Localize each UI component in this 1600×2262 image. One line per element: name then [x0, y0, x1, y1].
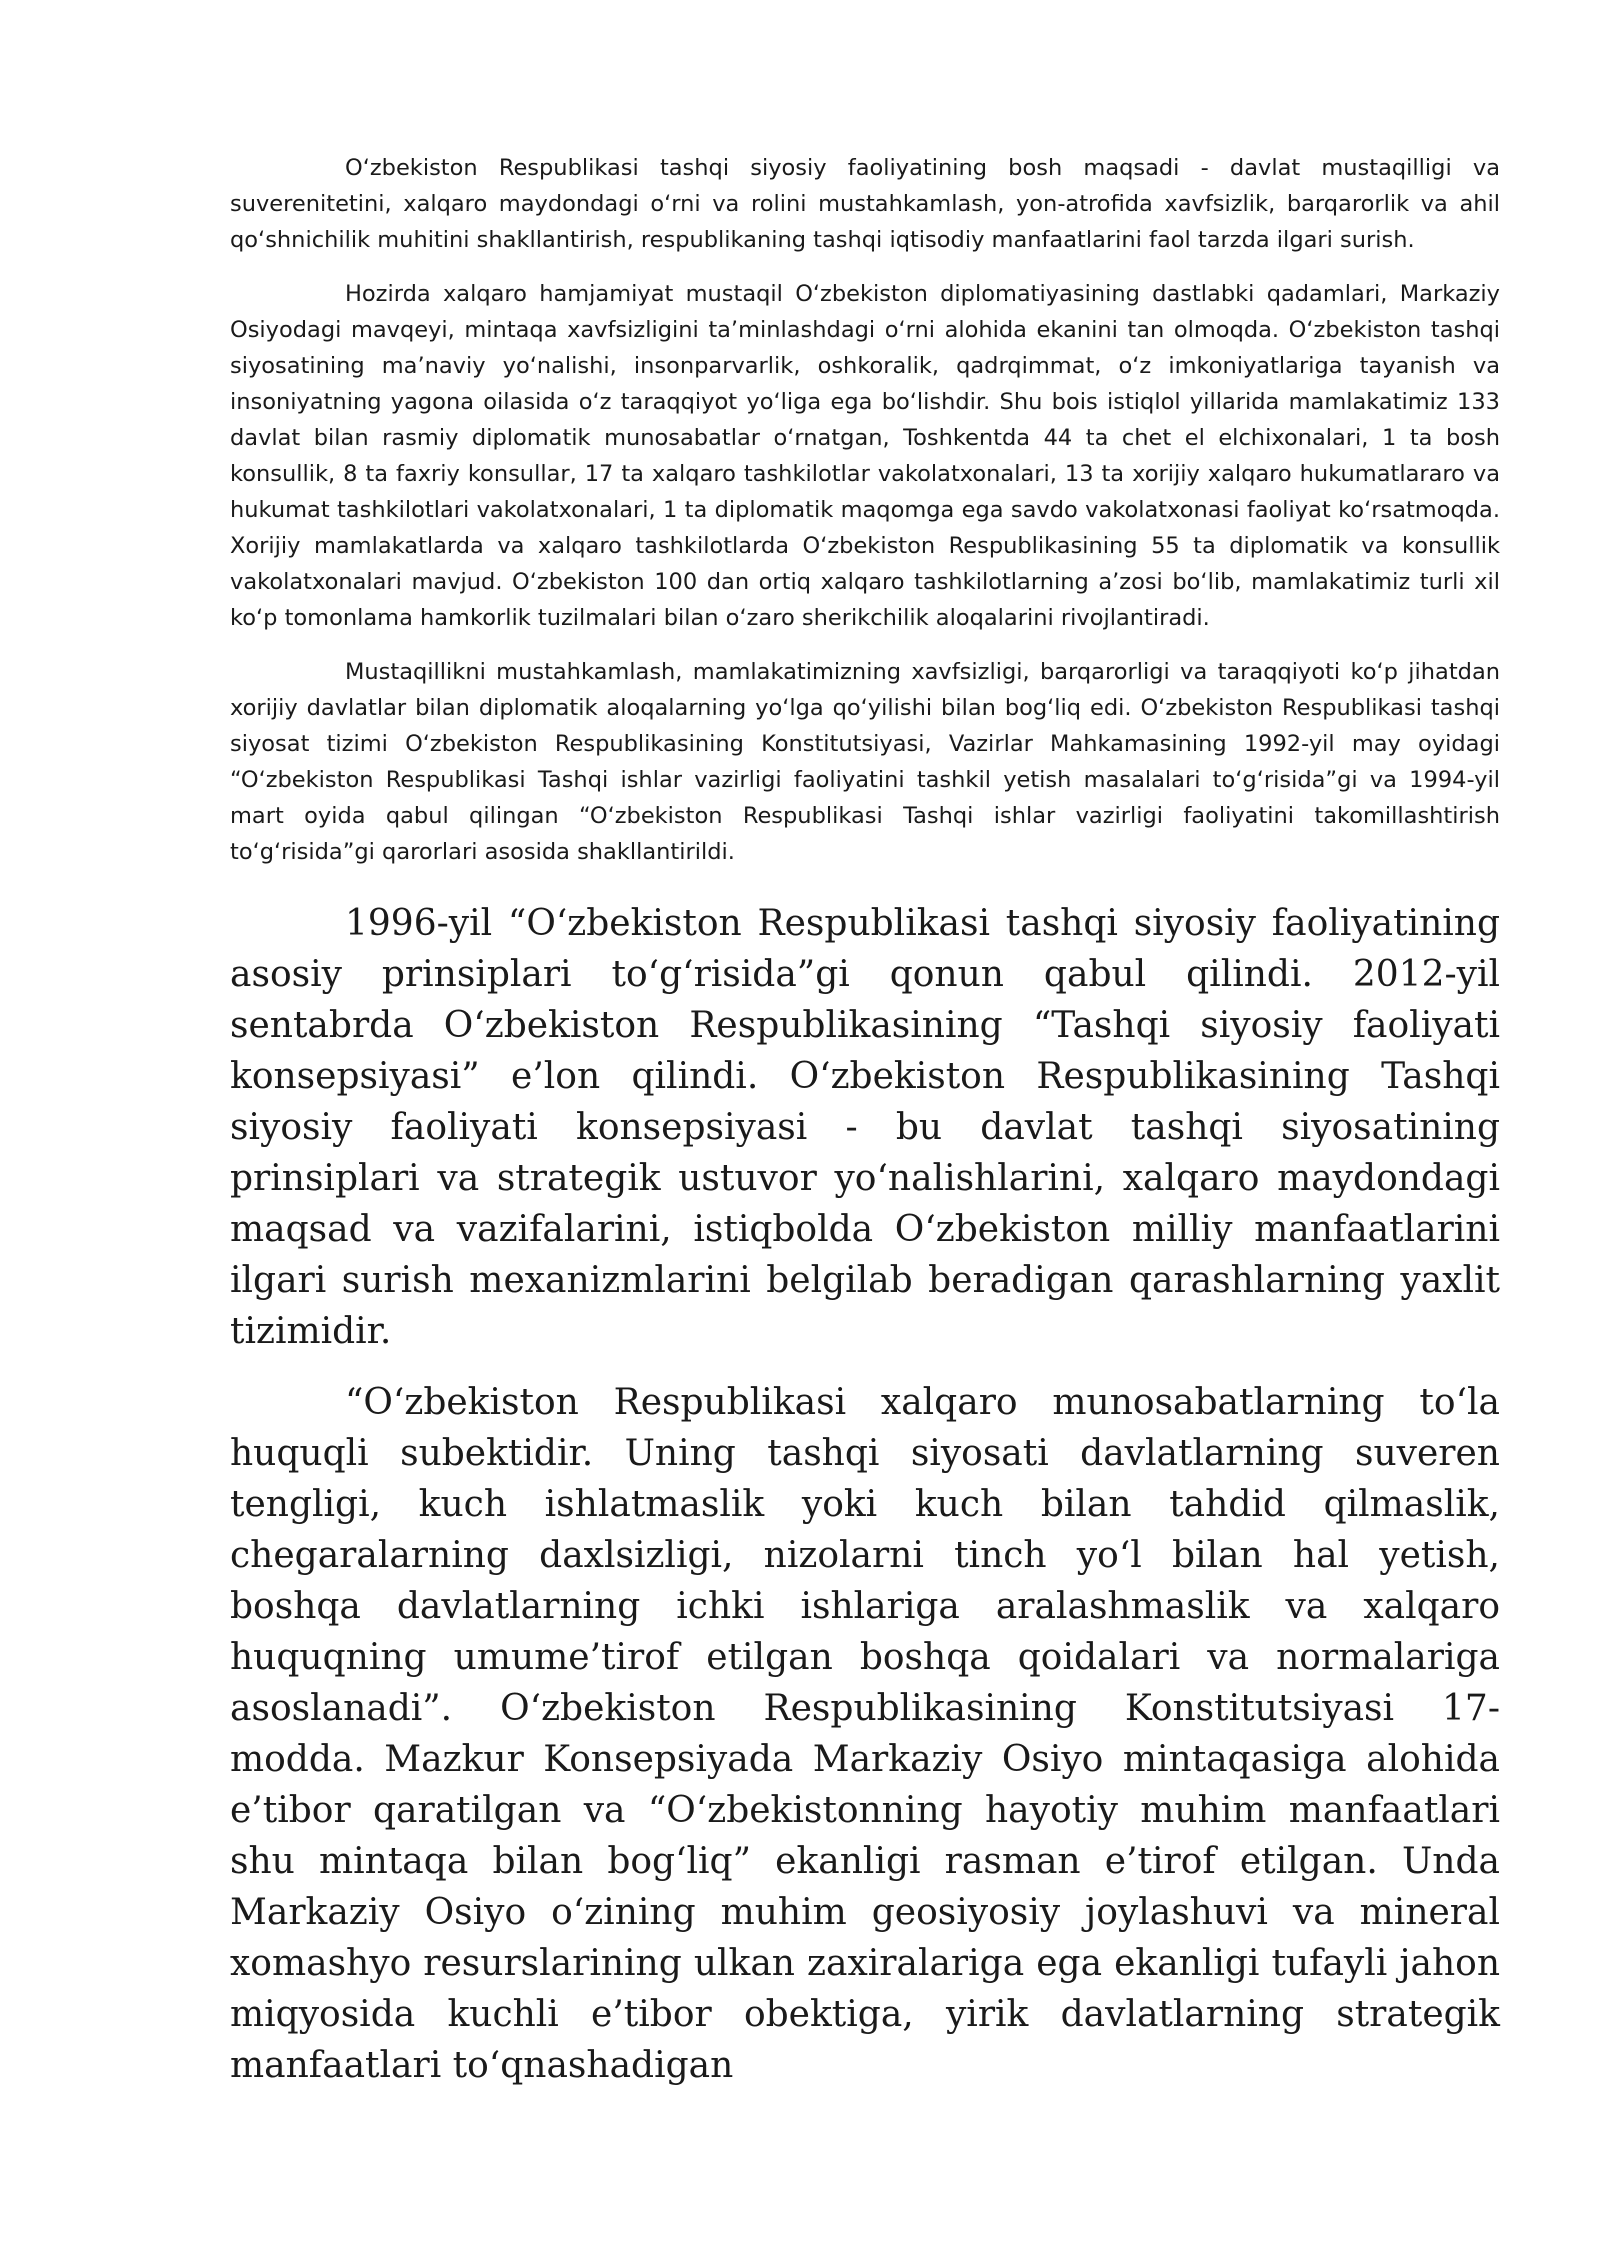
document-page [230, 150, 1500, 2111]
paragraph-foreign-policy-goal: O‘zbekiston Respublikasi tashqi siyosiy faoliyatining bosh maqsadi - davlat mustaqilligi va suverenitetini, xalqaro maydondagi o‘rni va rolini mustahkamlash, yon-atrofida xavfsizlik, barqarorlik va ahil qo‘shnichilik muhitini shakllantirish, respublikaning tashqi iqtisodiy manfaatlarini faol tarzda ilgari surish. [230, 155, 1500, 253]
paragraph-law-and-concept: 1996-yil “O‘zbekiston Respublikasi tashqi siyosiy faoliyatining asosiy prinsiplari to‘g‘risida”gi qonun qabul qilindi. 2012-yil sentabrda O‘zbekiston Respublikasining “Tashqi siyosiy faoliyati konsepsiyasi” e’lon qilindi. O‘zbekiston Respublikasining Tashqi siyosiy faoliyati konsepsiyasi - bu davlat tashqi siyosatining prinsiplari va strategik ustuvor yo‘nalishlarini, xalqaro maydondagi maqsad va vazifalarini, istiqbolda O‘zbekiston milliy manfaatlarini ilgari surish mexanizmlarini belgilab beradigan qarashlarning yaxlit tizimidir. [230, 903, 1500, 1352]
paragraph-foreign-policy-system: Mustaqillikni mustahkamlash, mamlakatimizning xavfsizligi, barqarorligi va taraqqiyoti ko‘p jihatdan xorijiy davlatlar bilan diplomatik aloqalarning yo‘lga qo‘yilishi bilan bog‘liq edi. O‘zbekiston Respublikasi tashqi siyosat tizimi O‘zbekiston Respublikasining Konstitutsiyasi, Vazirlar Mahkamasining 1992-yil may oyidagi “O‘zbekiston Respublikasi Tashqi ishlar vazirligi faoliyatini tashkil yetish masalalari to‘g‘risida”gi va 1994-yil mart oyida qabul qilingan “O‘zbekiston Respublikasi Tashqi ishlar vazirligi faoliyatini takomillashtirish to‘g‘risida”gi qarorlari asosida shakllantirildi. [230, 659, 1500, 865]
paragraph-diplomacy-overview: Hozirda xalqaro hamjamiyat mustaqil O‘zbekiston diplomatiyasining dastlabki qadamlari, Markaziy Osiyodagi mavqeyi, mintaqa xavfsizligini ta’minlashdagi o‘rni alohida ekanini tan olmoqda. O‘zbekiston tashqi siyosatining ma’naviy yo‘nalishi, insonparvarlik, oshkoralik, qadrqimmat, o‘z imkoniyatlariga tayanish va insoniyatning yagona oilasida o‘z taraqqiyot yo‘liga ega bo‘lishdir. Shu bois istiqlol yillarida mamlakatimiz 133 davlat bilan rasmiy diplomatik munosabatlar o‘rnatgan, Toshkentda 44 ta chet el elchixonalari, 1 ta bosh konsullik, 8 ta faxriy konsullar, 17 ta xalqaro tashkilotlar vakolatxonalari, 13 ta xorijiy xalqaro hukumatlararo va hukumat tashkilotlari vakolatxonalari, 1 ta diplomatik maqomga ega savdo vakolatxonasi faoliyat ko‘rsatmoqda. Xorijiy mamlakatlarda va xalqaro tashkilotlarda O‘zbekiston Respublikasining 55 ta diplomatik va konsullik vakolatxonalari mavjud. O‘zbekiston 100 dan ortiq xalqaro tashkilotlarning a’zosi bo‘lib, mamlakatimiz turli xil ko‘p tomonlama hamkorlik tuzilmalari bilan o‘zaro sherikchilik aloqalarini rivojlantiradi. [230, 281, 1500, 631]
paragraph-constitution-quote: “O‘zbekiston Respublikasi xalqaro munosabatlarning to‘la huquqli subektidir. Uning tashqi siyosati davlatlarning suveren tengligi, kuch ishlatmaslik yoki kuch bilan tahdid qilmaslik, chegaralarning daxlsizligi, nizolarni tinch yo‘l bilan hal yetish, boshqa davlatlarning ichki ishlariga aralashmaslik va xalqaro huquqning umume’tirof etilgan boshqa qoidalari va normalariga asoslanadi”. O‘zbekiston Respublikasining Konstitutsiyasi 17- modda. Mazkur Konsepsiyada Markaziy Osiyo mintaqasiga alohida e’tibor qaratilgan va “O‘zbekistonning hayotiy muhim manfaatlari shu mintaqa bilan bog‘liq” ekanligi rasman e’tirof etilgan. Unda Markaziy Osiyo o‘zining muhim geosiyosiy joylashuvi va mineral xomashyo resurslarining ulkan zaxiralariga ega ekanligi tufayli jahon miqyosida kuchli e’tibor obektiga, yirik davlatlarning strategik manfaatlari to‘qnashadigan [230, 1382, 1500, 2086]
